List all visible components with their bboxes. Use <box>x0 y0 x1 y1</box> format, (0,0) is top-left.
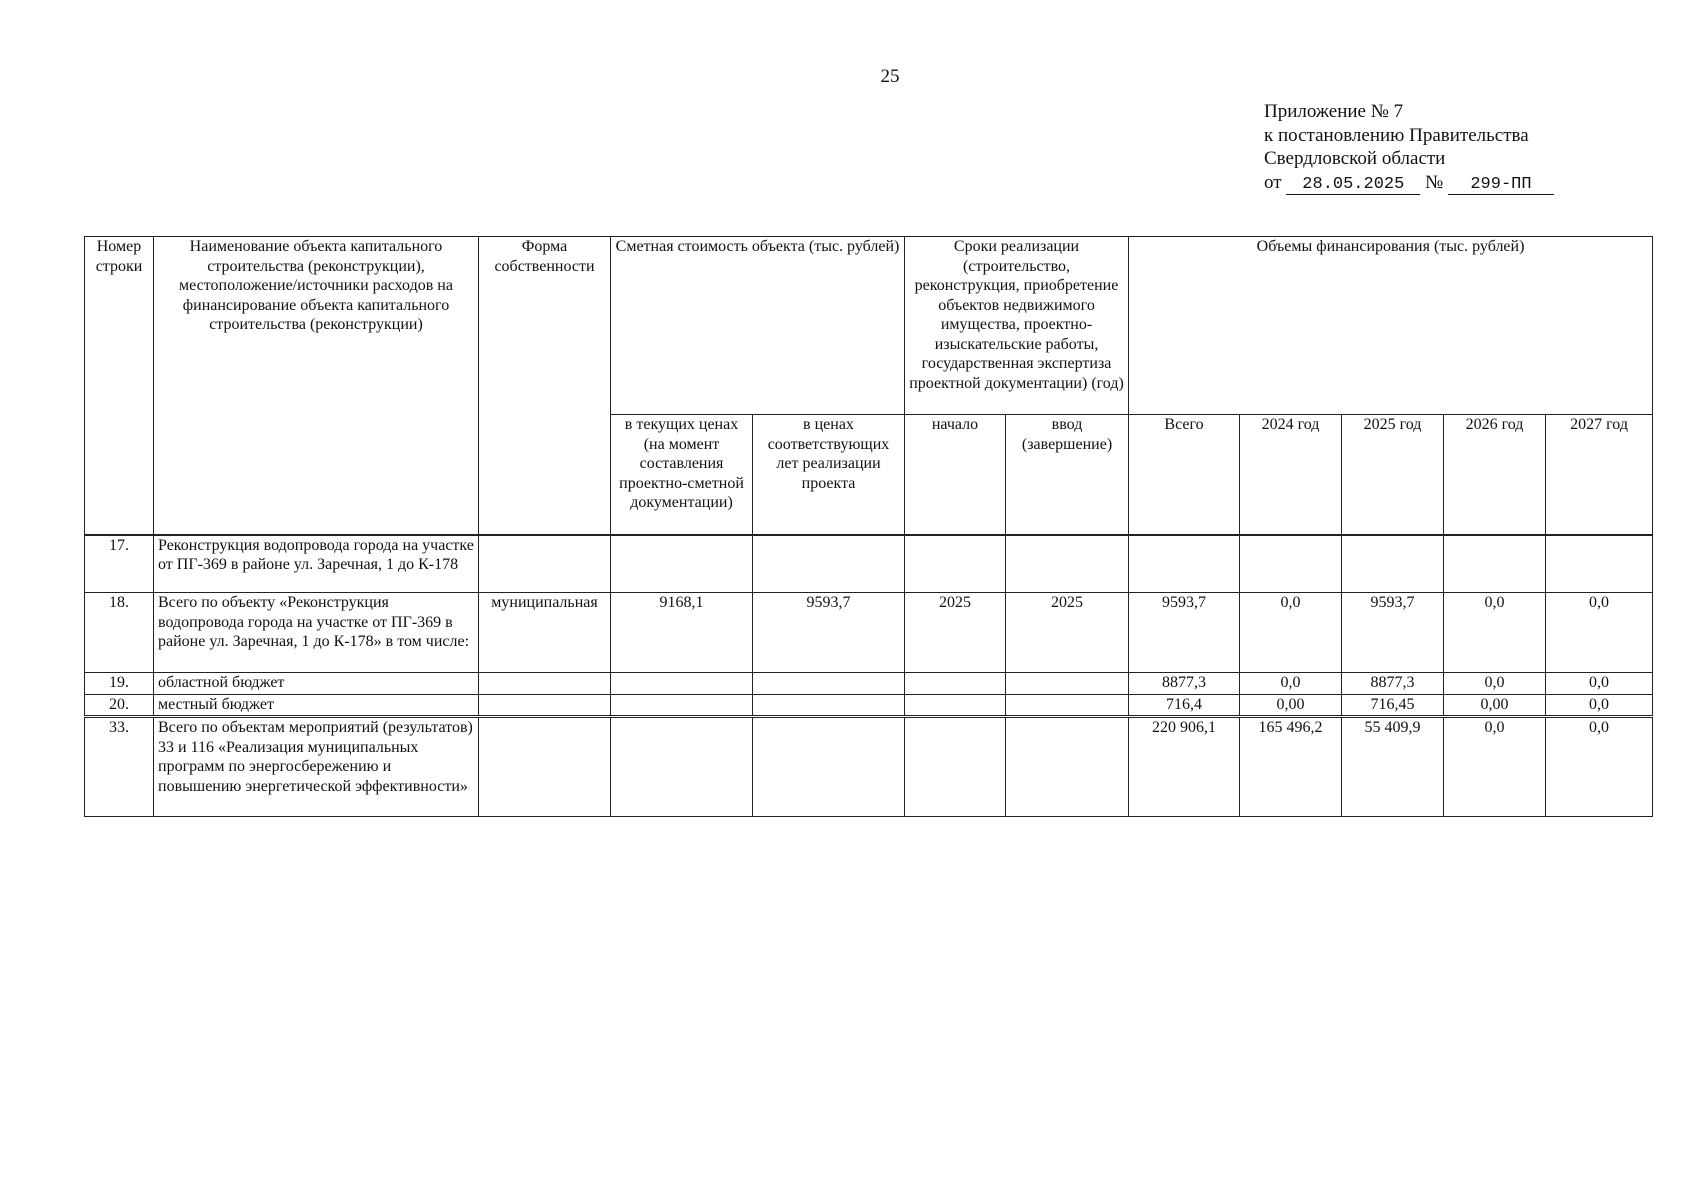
row-start <box>905 535 1006 593</box>
row-cost-years <box>753 673 905 695</box>
row-cost-current <box>611 717 753 817</box>
table-row <box>85 695 1653 717</box>
row-cost-years <box>753 717 905 817</box>
row-cost-years: 9593,7 <box>753 593 905 673</box>
row-2027: 0,0 <box>1546 695 1653 717</box>
header-finish: ввод (завершение) <box>1006 415 1129 535</box>
header-2025: 2025 год <box>1342 415 1444 535</box>
row-cost-years <box>753 695 905 717</box>
row-name: местный бюджет <box>154 695 479 717</box>
row-number: 33. <box>85 717 154 817</box>
row-number: 20. <box>85 695 154 717</box>
header-implementation-terms: Сроки реализации (строительство, реконструкция, приобретение объектов недвижимого имущества, проектно-изыскательские работы, государственная экспертиза проектной документации) (год) <box>905 237 1129 415</box>
row-2025: 9593,7 <box>1342 593 1444 673</box>
row-2025: 716,45 <box>1342 695 1444 717</box>
row-2026: 0,0 <box>1444 673 1546 695</box>
row-cost-years <box>753 535 905 593</box>
appendix-title: Приложение № 7 <box>1264 101 1404 122</box>
row-2026: 0,0 <box>1444 717 1546 817</box>
row-name: Реконструкция водопровода города на участке от ПГ-369 в районе ул. Заречная, 1 до К-178 <box>154 535 479 593</box>
row-2024: 0,0 <box>1240 673 1342 695</box>
row-start <box>905 717 1006 817</box>
row-ownership <box>479 535 611 593</box>
row-2027 <box>1546 535 1653 593</box>
table-row <box>85 593 1653 673</box>
row-total: 9593,7 <box>1129 593 1240 673</box>
row-2024: 0,0 <box>1240 593 1342 673</box>
row-cost-current <box>611 695 753 717</box>
header-start: начало <box>905 415 1006 535</box>
date-prefix: от <box>1264 171 1282 193</box>
row-2027: 0,0 <box>1546 717 1653 817</box>
row-finish <box>1006 717 1129 817</box>
row-2024 <box>1240 535 1342 593</box>
header-cost-years: в ценах соответствующих лет реализации проекта <box>753 415 905 535</box>
row-number: 17. <box>85 535 154 593</box>
row-2025 <box>1342 535 1444 593</box>
row-finish <box>1006 673 1129 695</box>
row-2024: 0,00 <box>1240 695 1342 717</box>
appendix-block <box>1264 100 1554 195</box>
row-ownership <box>479 717 611 817</box>
table-row <box>85 717 1653 817</box>
row-start: 2025 <box>905 593 1006 673</box>
row-cost-current <box>611 673 753 695</box>
table-row <box>85 673 1653 695</box>
header-2026: 2026 год <box>1444 415 1546 535</box>
row-2027: 0,0 <box>1546 593 1653 673</box>
header-row-number: Номер строки <box>85 237 154 535</box>
row-name: областной бюджет <box>154 673 479 695</box>
row-ownership <box>479 673 611 695</box>
row-start <box>905 673 1006 695</box>
appendix-date-line <box>1264 171 1554 195</box>
row-name: Всего по объектам мероприятий (результатов) 33 и 116 «Реализация муниципальных программ по энергосбережению и повышению энергетической эффективности» <box>154 717 479 817</box>
financing-table <box>84 236 1653 817</box>
table-row <box>85 535 1653 593</box>
number-prefix: № <box>1425 171 1444 193</box>
row-total: 8877,3 <box>1129 673 1240 695</box>
appendix-resolution: к постановлению Правительства <box>1264 124 1529 146</box>
header-funding-volumes: Объемы финансирования (тыс. рублей) <box>1129 237 1653 415</box>
row-total: 220 906,1 <box>1129 717 1240 817</box>
header-object-name: Наименование объекта капитального строительства (реконструкции), местоположение/источники расходов на финансирование объекта капитального строительства (реконструкции) <box>154 237 479 535</box>
header-cost-current: в текущих ценах (на момент составления проектно-сметной документации) <box>611 415 753 535</box>
row-2025: 8877,3 <box>1342 673 1444 695</box>
row-2025: 55 409,9 <box>1342 717 1444 817</box>
header-2024: 2024 год <box>1240 415 1342 535</box>
row-cost-current: 9168,1 <box>611 593 753 673</box>
header-2027: 2027 год <box>1546 415 1653 535</box>
row-2026: 0,0 <box>1444 593 1546 673</box>
row-finish: 2025 <box>1006 593 1129 673</box>
row-name: Всего по объекту «Реконструкция водопровода города на участке от ПГ-369 в районе ул. Заречная, 1 до К-178» в том числе: <box>154 593 479 673</box>
row-2024: 165 496,2 <box>1240 717 1342 817</box>
resolution-date: 28.05.2025 <box>1286 176 1420 195</box>
row-total: 716,4 <box>1129 695 1240 717</box>
row-number: 19. <box>85 673 154 695</box>
header-ownership: Форма собственности <box>479 237 611 535</box>
header-estimated-cost: Сметная стоимость объекта (тыс. рублей) <box>611 237 905 415</box>
row-ownership: муниципальная <box>479 593 611 673</box>
row-2026: 0,00 <box>1444 695 1546 717</box>
appendix-region: Свердловской области <box>1264 148 1446 169</box>
row-finish <box>1006 695 1129 717</box>
resolution-number: 299-ПП <box>1448 176 1554 195</box>
row-cost-current <box>611 535 753 593</box>
row-start <box>905 695 1006 717</box>
row-finish <box>1006 535 1129 593</box>
header-total: Всего <box>1129 415 1240 535</box>
row-ownership <box>479 695 611 717</box>
page-number: 25 <box>880 66 900 87</box>
row-number: 18. <box>85 593 154 673</box>
row-2027: 0,0 <box>1546 673 1653 695</box>
row-total <box>1129 535 1240 593</box>
row-2026 <box>1444 535 1546 593</box>
